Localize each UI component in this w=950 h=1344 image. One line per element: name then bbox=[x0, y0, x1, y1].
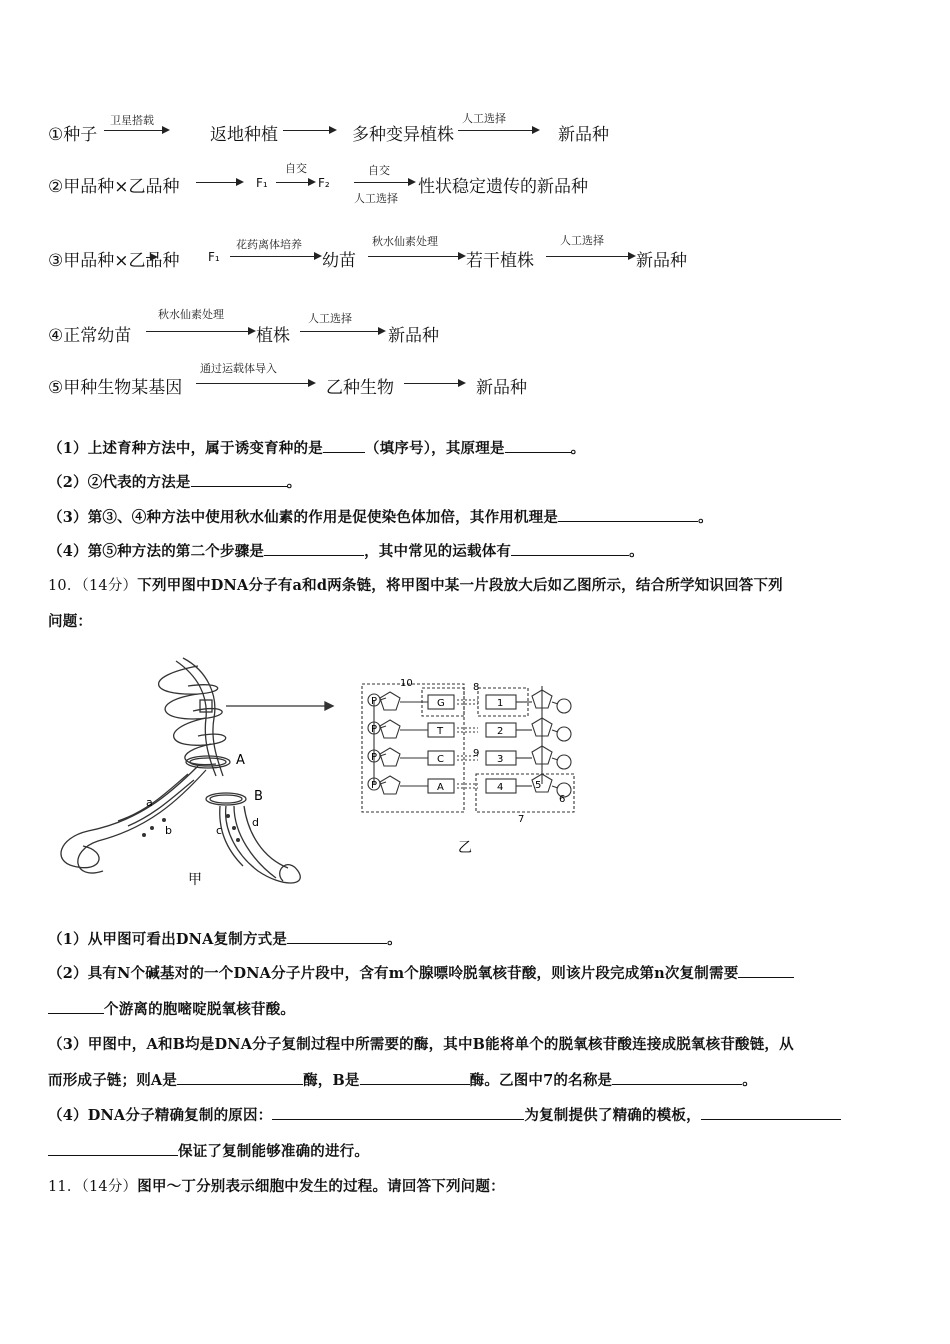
pair-label: 2 bbox=[497, 726, 504, 737]
q10-text: （4）DNA分子精确复制的原因： bbox=[48, 1107, 273, 1124]
flow-label: 自交 bbox=[368, 164, 390, 177]
flow-label: 秋水仙素处理 bbox=[372, 235, 438, 248]
sugar-icon bbox=[380, 748, 400, 766]
sugar-icon bbox=[380, 776, 400, 794]
sugar-icon bbox=[380, 692, 400, 710]
q9-text: 。 bbox=[629, 543, 644, 560]
figure-yi bbox=[360, 676, 590, 856]
arrow-icon bbox=[146, 257, 156, 258]
answer-blank[interactable] bbox=[264, 542, 364, 556]
flow-node: 新品种 bbox=[388, 326, 439, 346]
q10-sub4 bbox=[48, 1104, 841, 1125]
fig-label: A bbox=[236, 753, 245, 768]
phosphate-label: P bbox=[371, 780, 378, 791]
base-label: C bbox=[437, 754, 444, 765]
answer-blank[interactable] bbox=[505, 439, 571, 453]
flow-node: ②甲品种×乙品种 bbox=[48, 177, 180, 197]
phosphate-label: P bbox=[371, 752, 378, 763]
flow-node: 多种变异植株 bbox=[352, 125, 454, 145]
question-number: 10．（14分） bbox=[48, 578, 138, 594]
sugar-icon bbox=[380, 720, 400, 738]
flow-label: 秋水仙素处理 bbox=[158, 308, 224, 321]
q10-sub4-cont bbox=[48, 1140, 369, 1161]
flow-node: 植株 bbox=[256, 326, 290, 346]
arrow-icon bbox=[546, 256, 634, 257]
answer-blank[interactable] bbox=[287, 930, 387, 944]
fig-label: c bbox=[216, 824, 223, 837]
answer-blank[interactable] bbox=[558, 508, 698, 522]
flow-node: F₂ bbox=[318, 176, 330, 190]
fig-label: 5 bbox=[535, 780, 542, 791]
pair-label: 1 bbox=[497, 698, 504, 709]
q10-text: 个游离的胞嘧啶脱氧核苷酸。 bbox=[104, 1001, 296, 1018]
q10-stem bbox=[48, 574, 783, 595]
base-label: G bbox=[437, 698, 445, 709]
phosphate-icon bbox=[557, 699, 571, 713]
arrow-icon bbox=[230, 256, 320, 257]
flow-label: 人工选择 bbox=[560, 234, 604, 247]
answer-blank[interactable] bbox=[48, 1142, 178, 1156]
q9-text: 。 bbox=[698, 509, 713, 526]
q10-text: 酶，B是 bbox=[303, 1072, 360, 1089]
flow-node: ①种子 bbox=[48, 125, 98, 145]
flow-node: 幼苗 bbox=[322, 251, 356, 271]
arrow-icon bbox=[196, 182, 242, 183]
fig-caption: 乙 bbox=[458, 840, 472, 856]
q11-stem-text: 图甲～丁分别表示细胞中发生的过程。请回答下列问题： bbox=[137, 1178, 505, 1195]
q10-sub2-cont bbox=[48, 998, 295, 1019]
flow-label: 人工选择 bbox=[354, 192, 398, 205]
flow-label: 通过运载体导入 bbox=[200, 362, 277, 375]
fig-label: 10 bbox=[400, 678, 413, 689]
q10-text: （3）甲图中，A和B均是DNA分子复制过程中所需要的酶，其中B能将单个的脱氧核苷酸连接成脱氧核苷酸链，从 bbox=[48, 1036, 794, 1053]
arrow-icon bbox=[196, 383, 314, 384]
q9-sub3 bbox=[48, 506, 713, 527]
flow-node: 新品种 bbox=[476, 378, 527, 398]
answer-blank[interactable] bbox=[511, 542, 629, 556]
arrow-icon bbox=[404, 383, 464, 384]
figure-jia bbox=[48, 656, 348, 904]
arrow-icon bbox=[354, 182, 414, 183]
flow-node: 新品种 bbox=[636, 251, 687, 271]
q10-stem-text: 下列甲图中DNA分子有a和d两条链，将甲图中某一片段放大后如乙图所示，结合所学知识回答下列 bbox=[137, 577, 783, 594]
arrow-icon bbox=[276, 182, 314, 183]
fig-label: 9 bbox=[473, 748, 480, 759]
flow-label: 人工选择 bbox=[462, 112, 506, 125]
flow-node: F₁ bbox=[208, 250, 220, 264]
flow-node: 性状稳定遗传的新品种 bbox=[418, 177, 588, 197]
flow-node: ③甲品种×乙品种 bbox=[48, 251, 180, 271]
base-label: T bbox=[437, 726, 444, 737]
fig-label: d bbox=[252, 816, 259, 829]
q10-text: 为复制提供了精确的模板， bbox=[524, 1107, 701, 1124]
arrow-icon bbox=[368, 256, 464, 257]
phosphate-label: P bbox=[371, 724, 378, 735]
q10-stem-cont bbox=[48, 610, 92, 631]
flow-node: 若干植株 bbox=[466, 251, 534, 271]
answer-blank[interactable] bbox=[272, 1106, 524, 1120]
q9-sub2 bbox=[48, 471, 301, 492]
pair-label: 3 bbox=[497, 754, 504, 765]
fig-label: 6 bbox=[559, 794, 566, 805]
answer-blank[interactable] bbox=[701, 1106, 841, 1120]
answer-blank[interactable] bbox=[323, 439, 365, 453]
phosphate-icon bbox=[557, 755, 571, 769]
flow-label: 卫星搭载 bbox=[110, 114, 154, 127]
arrow-icon bbox=[283, 130, 335, 131]
answer-blank[interactable] bbox=[360, 1071, 470, 1085]
flow-label: 人工选择 bbox=[308, 312, 352, 325]
q10-sub3-cont bbox=[48, 1069, 757, 1090]
q9-text: （1）上述育种方法中，属于诱变育种的是 bbox=[48, 440, 323, 457]
pair-label: 4 bbox=[497, 782, 504, 793]
q9-sub4 bbox=[48, 540, 644, 561]
arrow-icon bbox=[104, 130, 168, 131]
answer-blank[interactable] bbox=[48, 1000, 104, 1014]
q10-sub2 bbox=[48, 962, 794, 983]
q10-sub3 bbox=[48, 1033, 794, 1054]
q10-sub1 bbox=[48, 928, 402, 949]
arrow-icon bbox=[146, 331, 254, 332]
q10-text: 。 bbox=[742, 1072, 757, 1089]
phosphate-label: P bbox=[371, 696, 378, 707]
q10-stem-text: 问题： bbox=[48, 613, 93, 630]
q9-text: ，其中常见的运载体有 bbox=[364, 543, 512, 560]
q9-text: （2）②代表的方法是 bbox=[48, 474, 191, 491]
answer-blank[interactable] bbox=[738, 964, 794, 978]
flow-node: 返地种植 bbox=[210, 125, 278, 145]
flow-node: ⑤甲种生物某基因 bbox=[48, 378, 183, 398]
q9-text: （4）第⑤种方法的第二个步骤是 bbox=[48, 543, 265, 560]
fig-label: a bbox=[146, 796, 153, 809]
q10-text: 酶。乙图中7的名称是 bbox=[469, 1072, 613, 1089]
fig-label: 7 bbox=[518, 814, 525, 825]
q10-text: （1）从甲图可看出DNA复制方式是 bbox=[48, 931, 288, 948]
q11-stem bbox=[48, 1175, 505, 1196]
base-label: A bbox=[437, 782, 444, 793]
q9-sub1 bbox=[48, 437, 585, 458]
fig-label: 8 bbox=[473, 682, 480, 693]
answer-blank[interactable] bbox=[191, 473, 287, 487]
fig-caption: 甲 bbox=[188, 872, 202, 888]
fig-label: b bbox=[165, 824, 172, 837]
arrow-icon bbox=[458, 130, 538, 131]
q9-text: 。 bbox=[570, 440, 586, 457]
arrow-icon bbox=[300, 331, 384, 332]
flow-label: 自交 bbox=[285, 162, 307, 175]
q9-text: （填序号），其原理是 bbox=[364, 440, 505, 457]
answer-blank[interactable] bbox=[177, 1071, 303, 1085]
flow-label: 花药离体培养 bbox=[236, 238, 302, 251]
q10-text: 而形成子链；则A是 bbox=[48, 1072, 178, 1089]
flow-node: ④正常幼苗 bbox=[48, 326, 132, 346]
q9-text: （3）第③、④种方法中使用秋水仙素的作用是促使染色体加倍，其作用机理是 bbox=[48, 509, 559, 526]
flow-node: F₁ bbox=[256, 176, 268, 190]
q9-text: 。 bbox=[286, 474, 302, 491]
question-number: 11．（14分） bbox=[48, 1179, 138, 1195]
fig-label: B bbox=[254, 789, 263, 804]
flow-node: 乙种生物 bbox=[326, 378, 394, 398]
q10-text: 。 bbox=[387, 931, 402, 948]
flow-node: 新品种 bbox=[558, 125, 609, 145]
q10-text: （2）具有N个碱基对的一个DNA分子片段中，含有m个腺嘌呤脱氧核苷酸，则该片段完成第n次复制需要 bbox=[48, 965, 739, 982]
phosphate-icon bbox=[557, 727, 571, 741]
answer-blank[interactable] bbox=[612, 1071, 742, 1085]
q10-text: 保证了复制能够准确的进行。 bbox=[178, 1143, 370, 1160]
